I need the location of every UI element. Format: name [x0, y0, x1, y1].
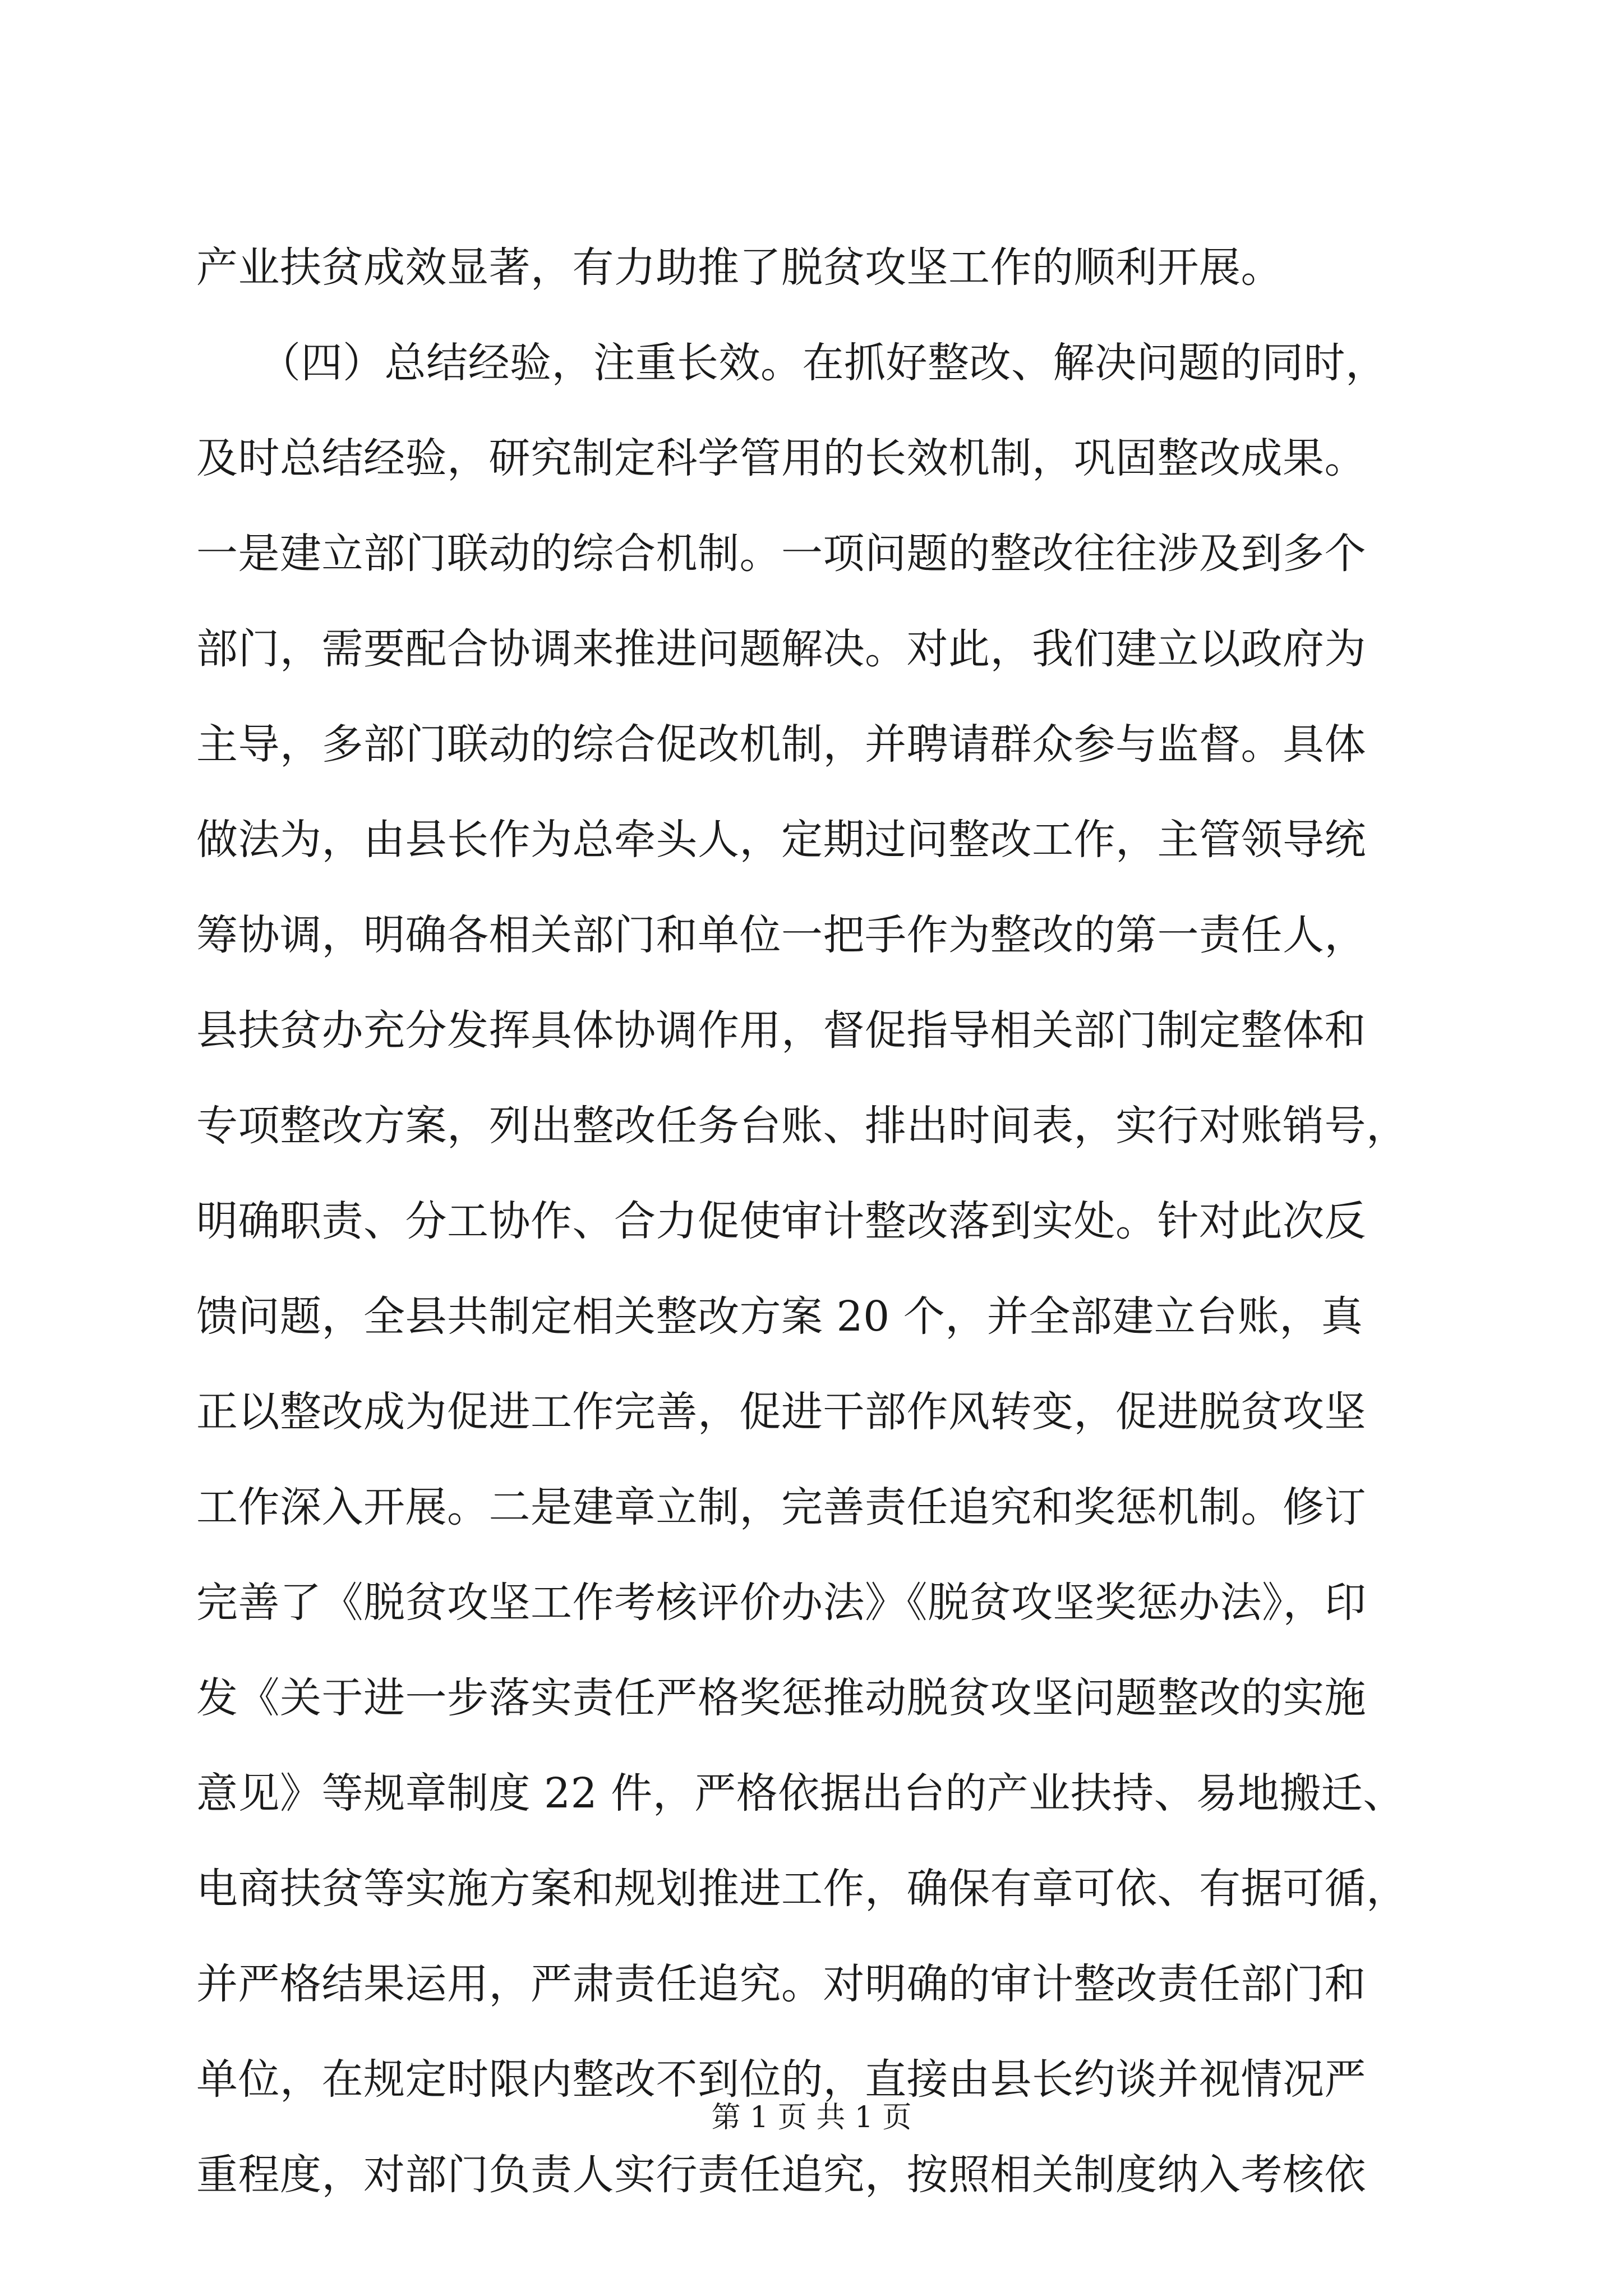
body-line: 专项整改方案，列出整改任务台账、排出时间表，实行对账销号， — [196, 1102, 1408, 1150]
body-line: 及时总结经验，研究制定科学管用的长效机制，巩固整改成果。 — [196, 434, 1366, 482]
body-line: 完善了《脱贫攻坚工作考核评价办法》《脱贫攻坚奖惩办法》，印 — [196, 1579, 1367, 1627]
body-line: 并严格结果运用，严肃责任追究。对明确的审计整改责任部门和 — [196, 1960, 1366, 2008]
body-line: 县扶贫办充分发挥具体协调作用，督促指导相关部门制定整体和 — [196, 1006, 1366, 1055]
body-line: 重程度，对部门负责人实行责任追究，按照相关制度纳入考核依 — [196, 2151, 1366, 2199]
page-footer — [0, 2098, 1623, 2137]
body-line: 一是建立部门联动的综合机制。一项问题的整改往往涉及到多个 — [196, 530, 1366, 578]
body-line: 产业扶贫成效显著，有力助推了脱贫攻坚工作的顺利开展。 — [196, 243, 1283, 292]
body-line: 发《关于进一步落实责任严格奖惩推动脱贫攻坚问题整改的实施 — [196, 1674, 1366, 1722]
body-line: 主导，多部门联动的综合促改机制，并聘请群众参与监督。具体 — [196, 720, 1366, 769]
body-line: 做法为，由县长作为总牵头人，定期过问整改工作，主管领导统 — [196, 816, 1366, 864]
document-body — [196, 220, 1447, 2223]
body-line: 部门，需要配合协调来推进问题解决。对此，我们建立以政府为 — [196, 625, 1366, 673]
body-line: 电商扶贫等实施方案和规划推进工作，确保有章可依、有据可循， — [196, 1865, 1408, 1913]
body-line: （四）总结经验，注重长效。在抓好整改、解决问题的同时， — [196, 339, 1387, 387]
body-line: 工作深入开展。二是建章立制，完善责任追究和奖惩机制。修订 — [196, 1483, 1366, 1531]
body-line: 明确职责、分工协作、合力促使审计整改落到实处。针对此次反 — [196, 1197, 1366, 1245]
body-line: 正以整改成为促进工作完善，促进干部作风转变，促进脱贫攻坚 — [196, 1388, 1366, 1436]
page-number-label: 第 1 页 共 1 页 — [711, 2101, 912, 2134]
body-line: 馈问题，全县共制定相关整改方案 20 个，并全部建立台账，真 — [196, 1292, 1363, 1341]
body-line: 单位，在规定时限内整改不到位的，直接由县长约谈并视情况严 — [196, 2055, 1366, 2104]
body-line: 筹协调，明确各相关部门和单位一把手作为整改的第一责任人， — [196, 911, 1366, 959]
body-line: 意见》等规章制度 22 件，严格依据出台的产业扶持、易地搬迁、 — [196, 1769, 1405, 1818]
